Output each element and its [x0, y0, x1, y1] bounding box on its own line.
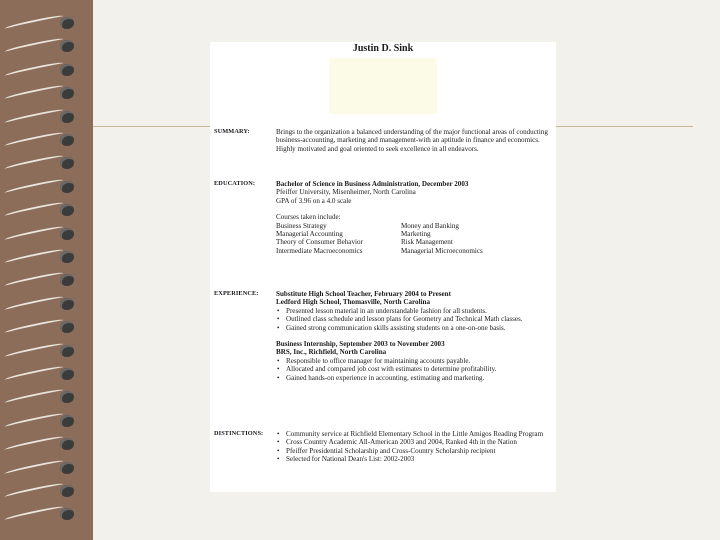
spiral-ring — [0, 412, 82, 430]
spiral-ring — [0, 248, 82, 266]
education-school: Pfeiffer University, Misenheimer, North Carolina — [276, 188, 416, 197]
spiral-ring — [0, 61, 82, 79]
spiral-ring — [0, 154, 82, 172]
list-item: • Pfeiffer Presidential Scholarship and Cross-Country Scholarship recipient — [276, 447, 552, 455]
spiral-ring — [0, 505, 82, 523]
education-degree: Bachelor of Science in Business Administration, December 2003 — [276, 180, 469, 188]
list-item: • Cross Country Academic All-American 2003 and 2004, Ranked 4th in the Nation — [276, 438, 552, 446]
spiral-ring — [0, 178, 82, 196]
job-title: Substitute High School Teacher, February 2004 to Present — [276, 290, 451, 298]
spiral-ring — [0, 225, 82, 243]
course: Managerial Accounting — [276, 230, 343, 239]
job-org: BRS, Inc., Richfield, North Carolina — [276, 348, 387, 357]
courses-grid — [276, 222, 552, 256]
summary-text: Brings to the organization a balanced understanding of the major functional areas of conducting business-accounting, marketing and management-with an aptitude in finance and economics. Highly motivated and goal oriented to seek excellence in all endeavors. — [276, 128, 548, 153]
list-item: • Selected for National Dean's List: 2002-2003 — [276, 455, 552, 463]
list-item: • Community service at Richfield Elementary School in the Little Amigos Reading Program — [276, 430, 552, 438]
spiral-ring — [0, 271, 82, 289]
list-item: • Presented lesson material in an understandable fashion for all students. — [276, 307, 552, 315]
course: Risk Management — [401, 238, 453, 247]
summary-label: SUMMARY: — [214, 128, 250, 135]
job-title: Business Internship, September 2003 to November 2003 — [276, 340, 445, 349]
spiral-ring — [0, 295, 82, 313]
course: Managerial Microeconomics — [401, 246, 483, 255]
list-item: • Responsible to office manager for maintaining accounts payable. — [276, 357, 552, 365]
spiral-ring — [0, 201, 82, 219]
distinctions-bullets — [276, 430, 552, 464]
spiral-ring — [0, 108, 82, 126]
course: Marketing — [401, 230, 431, 239]
spiral-binding — [0, 14, 82, 534]
course: Intermediate Macroeconomics — [276, 246, 363, 255]
spiral-ring — [0, 365, 82, 383]
spiral-ring — [0, 37, 82, 55]
list-item: • Gained hands-on experience in accounting, estimating and marketing. — [276, 374, 552, 382]
education-gpa: GPA of 3.96 on a 4.0 scale — [276, 196, 352, 205]
spiral-ring — [0, 14, 82, 32]
course: Money and Banking — [401, 221, 459, 230]
spiral-ring — [0, 435, 82, 453]
spiral-ring — [0, 459, 82, 477]
education-label: EDUCATION: — [214, 180, 256, 187]
spiral-ring — [0, 318, 82, 336]
distinctions-body — [276, 430, 552, 464]
courses-heading: Courses taken include: — [276, 213, 341, 222]
spiral-ring — [0, 342, 82, 360]
list-item: • Allocated and compared job cost with estimates to determine profitability. — [276, 365, 552, 373]
spiral-ring — [0, 482, 82, 500]
job-bullets — [276, 307, 552, 332]
spiral-ring — [0, 84, 82, 102]
spiral-ring — [0, 388, 82, 406]
resume-name: Justin D. Sink — [352, 43, 414, 54]
resume-document — [210, 42, 556, 492]
spiral-ring — [0, 131, 82, 149]
distinctions-label: DISTINCTIONS: — [214, 430, 264, 437]
education-body — [276, 180, 552, 255]
photo-placeholder — [329, 58, 437, 114]
list-item: • Outlined class schedule and lesson plans for Geometry and Technical Math classes. — [276, 315, 552, 323]
job-bullets — [276, 357, 552, 382]
experience-body — [276, 290, 552, 382]
course: Theory of Consumer Behavior — [276, 238, 363, 247]
experience-label: EXPERIENCE: — [214, 290, 259, 297]
job-org: Ledford High School, Thomasville, North Carolina — [276, 298, 431, 307]
course: Business Strategy — [276, 221, 327, 230]
list-item: • Gained strong communication skills assisting students on a one-on-one basis. — [276, 324, 552, 332]
